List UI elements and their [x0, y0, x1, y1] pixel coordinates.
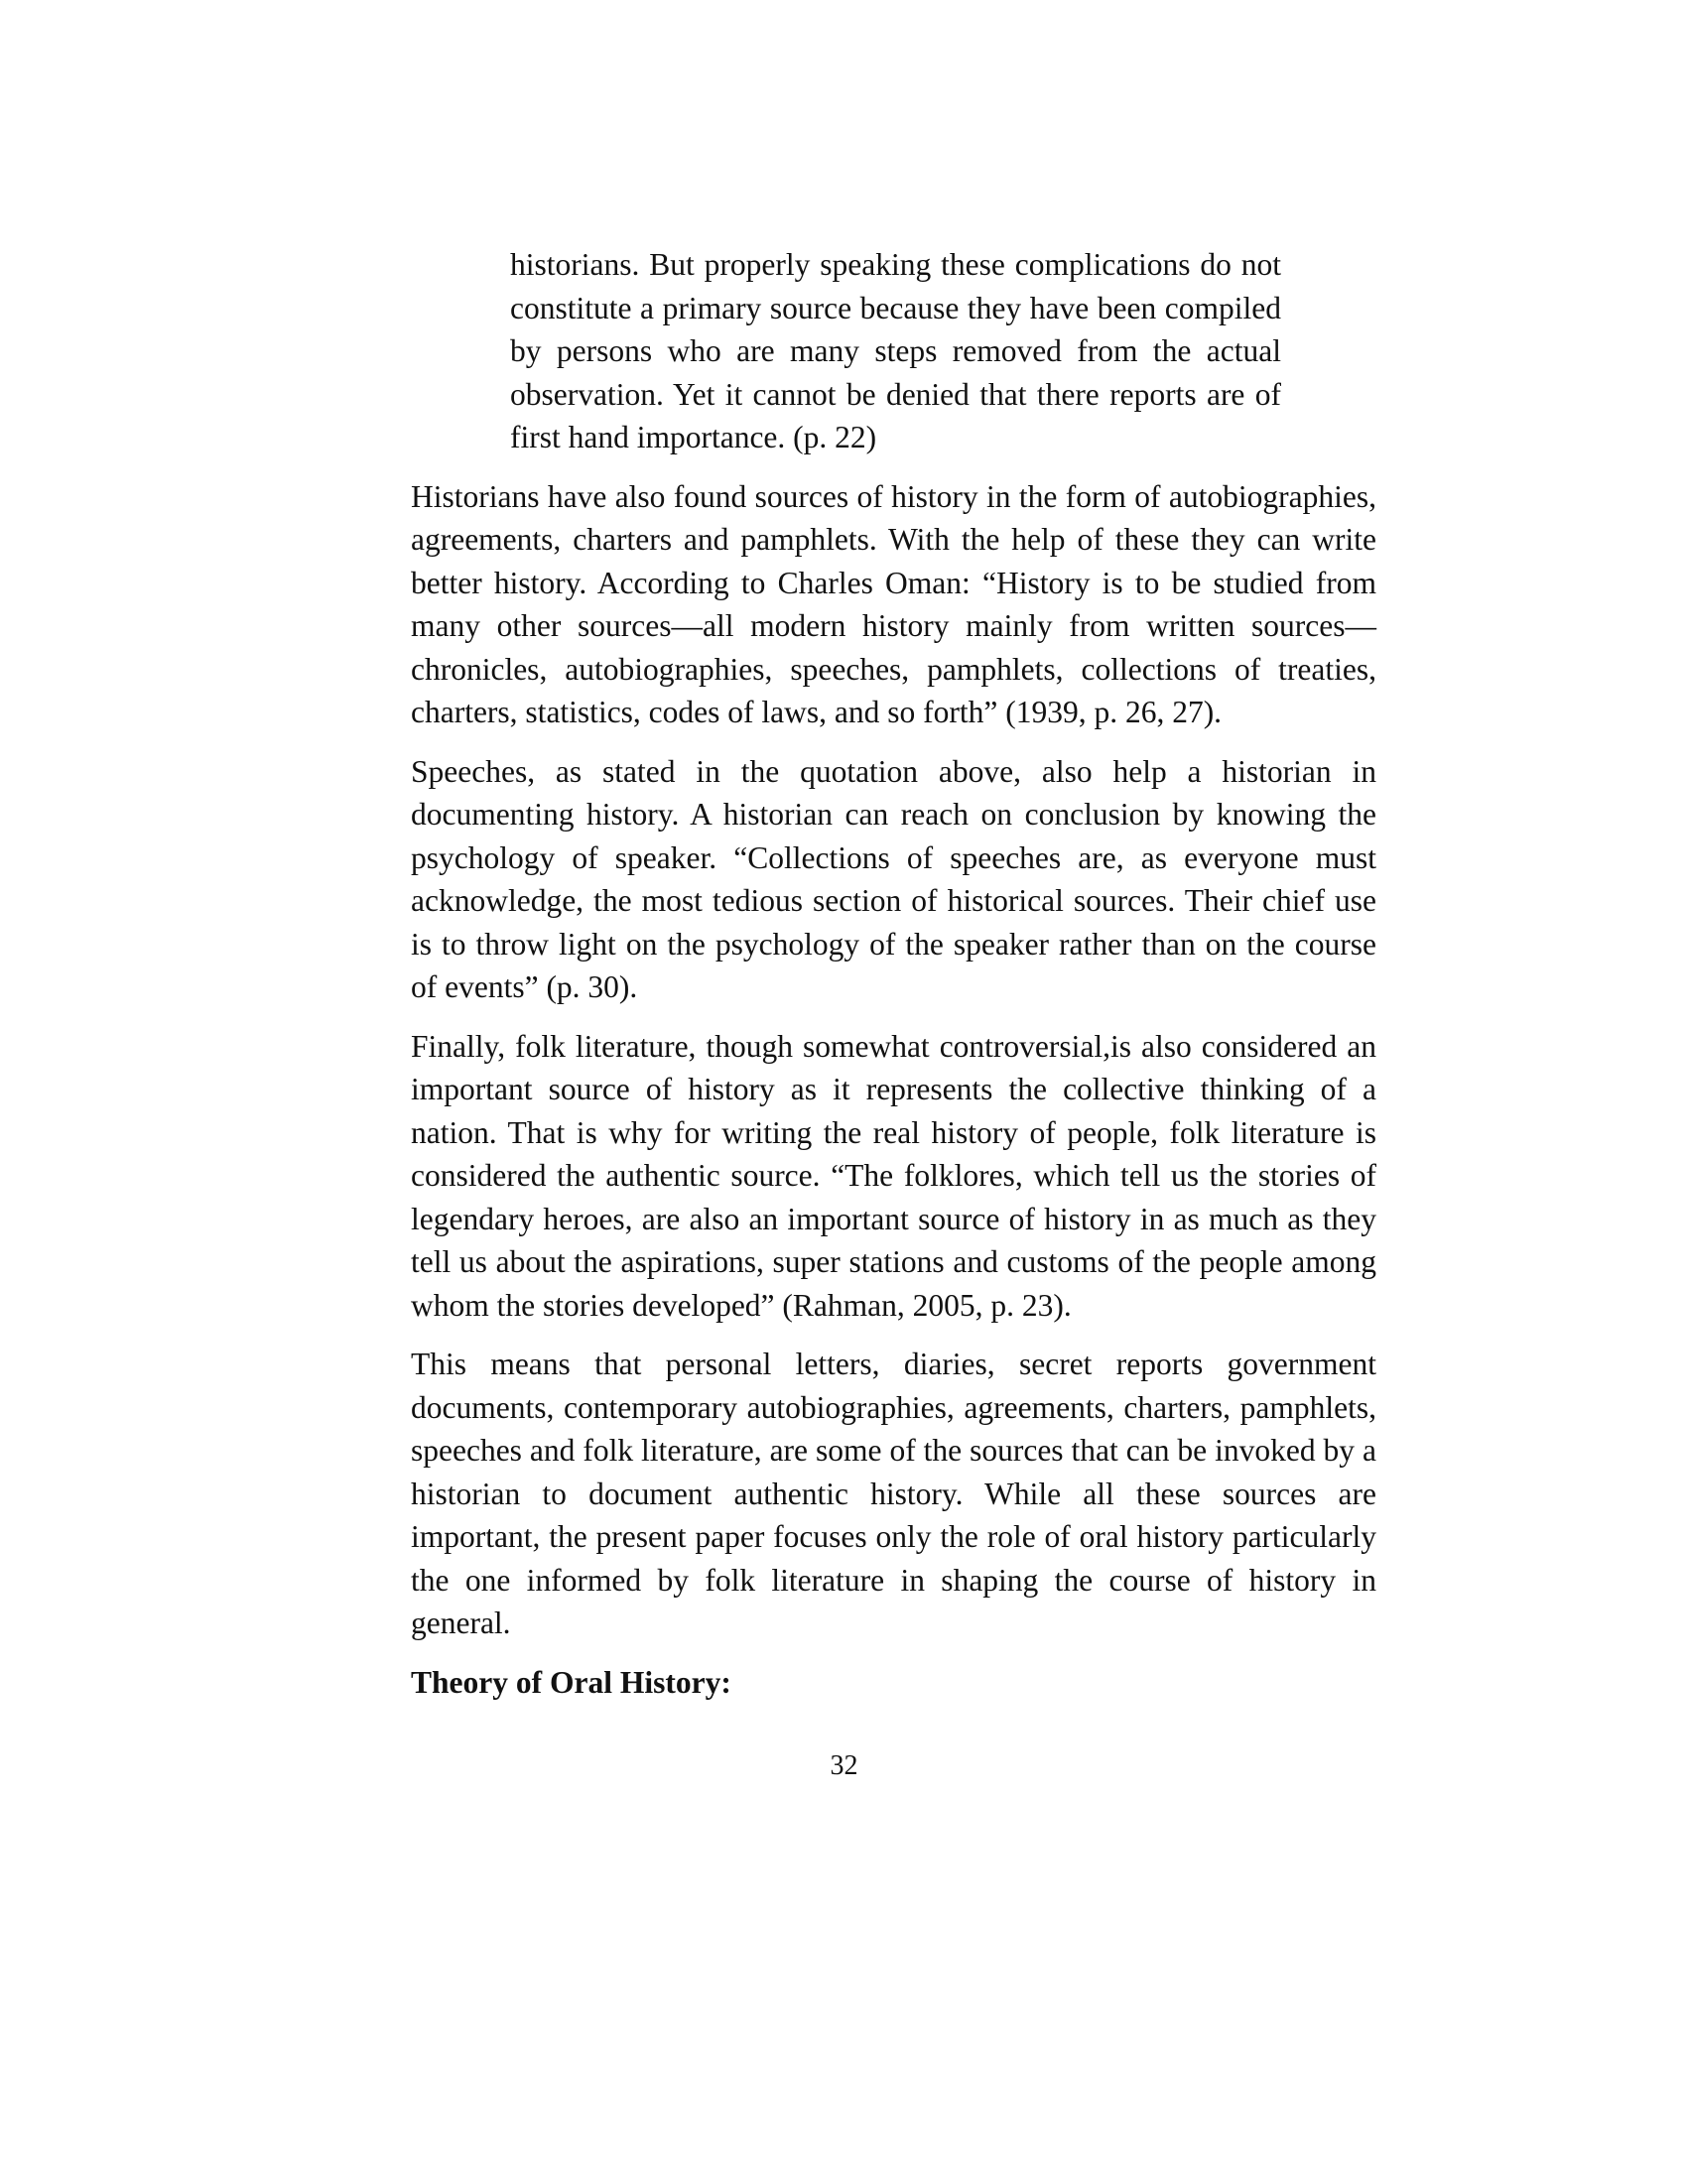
- page-number: 32: [830, 1750, 858, 1781]
- block-quote: historians. But properly speaking these complications do not constitute a primary source because they have been compiled by persons who are many steps removed from the actual observation. Yet it cannot be denied that there reports are of first hand importance. (p. 22): [510, 247, 1281, 454]
- paragraph-folk-literature: Finally, folk literature, though somewhat controversial,is also considered an important source of history as it represents the collective thinking of a nation. That is why for writing the real history of people, folk literature is considered the authentic source. “The folklores, which tell us the stories of legendary heroes, are also an important source of history in as much as they tell us about the aspirations, super stations and customs of the people among whom the stories developed” (Rahman, 2005, p. 23).: [411, 1028, 1376, 1323]
- paragraph-speeches: Speeches, as stated in the quotation above, also help a historian in documenting history. A historian can reach on conclusion by knowing the psychology of speaker. “Collections of speeches are, as everyone must acknowledge, the most tedious section of historical sources. Their chief use is to throw light on the psychology of the speaker rather than on the course of events” (p. 30).: [411, 753, 1376, 1004]
- paragraph-sources-forms: Historians have also found sources of history in the form of autobiographies, agreements, charters and pamphlets. With the help of these they can write better history. According to Charles Oman: “History is to be studied from many other sources—all modern history mainly from written sources—chronicles, autobiographies, speeches, pamphlets, collections of treaties, charters, statistics, codes of laws, and so forth” (1939, p. 26, 27).: [411, 478, 1376, 729]
- section-heading: Theory of Oral History:: [411, 1664, 731, 1700]
- page-content: [411, 243, 1376, 1704]
- paragraph-summary: This means that personal letters, diaries, secret reports government documents, contemporary autobiographies, agreements, charters, pamphlets, speeches and folk literature, are some of the sources that can be invoked by a historian to document authentic history. While all these sources are important, the present paper focuses only the role of oral history particularly the one informed by folk literature in shaping the course of history in general.: [411, 1347, 1376, 1640]
